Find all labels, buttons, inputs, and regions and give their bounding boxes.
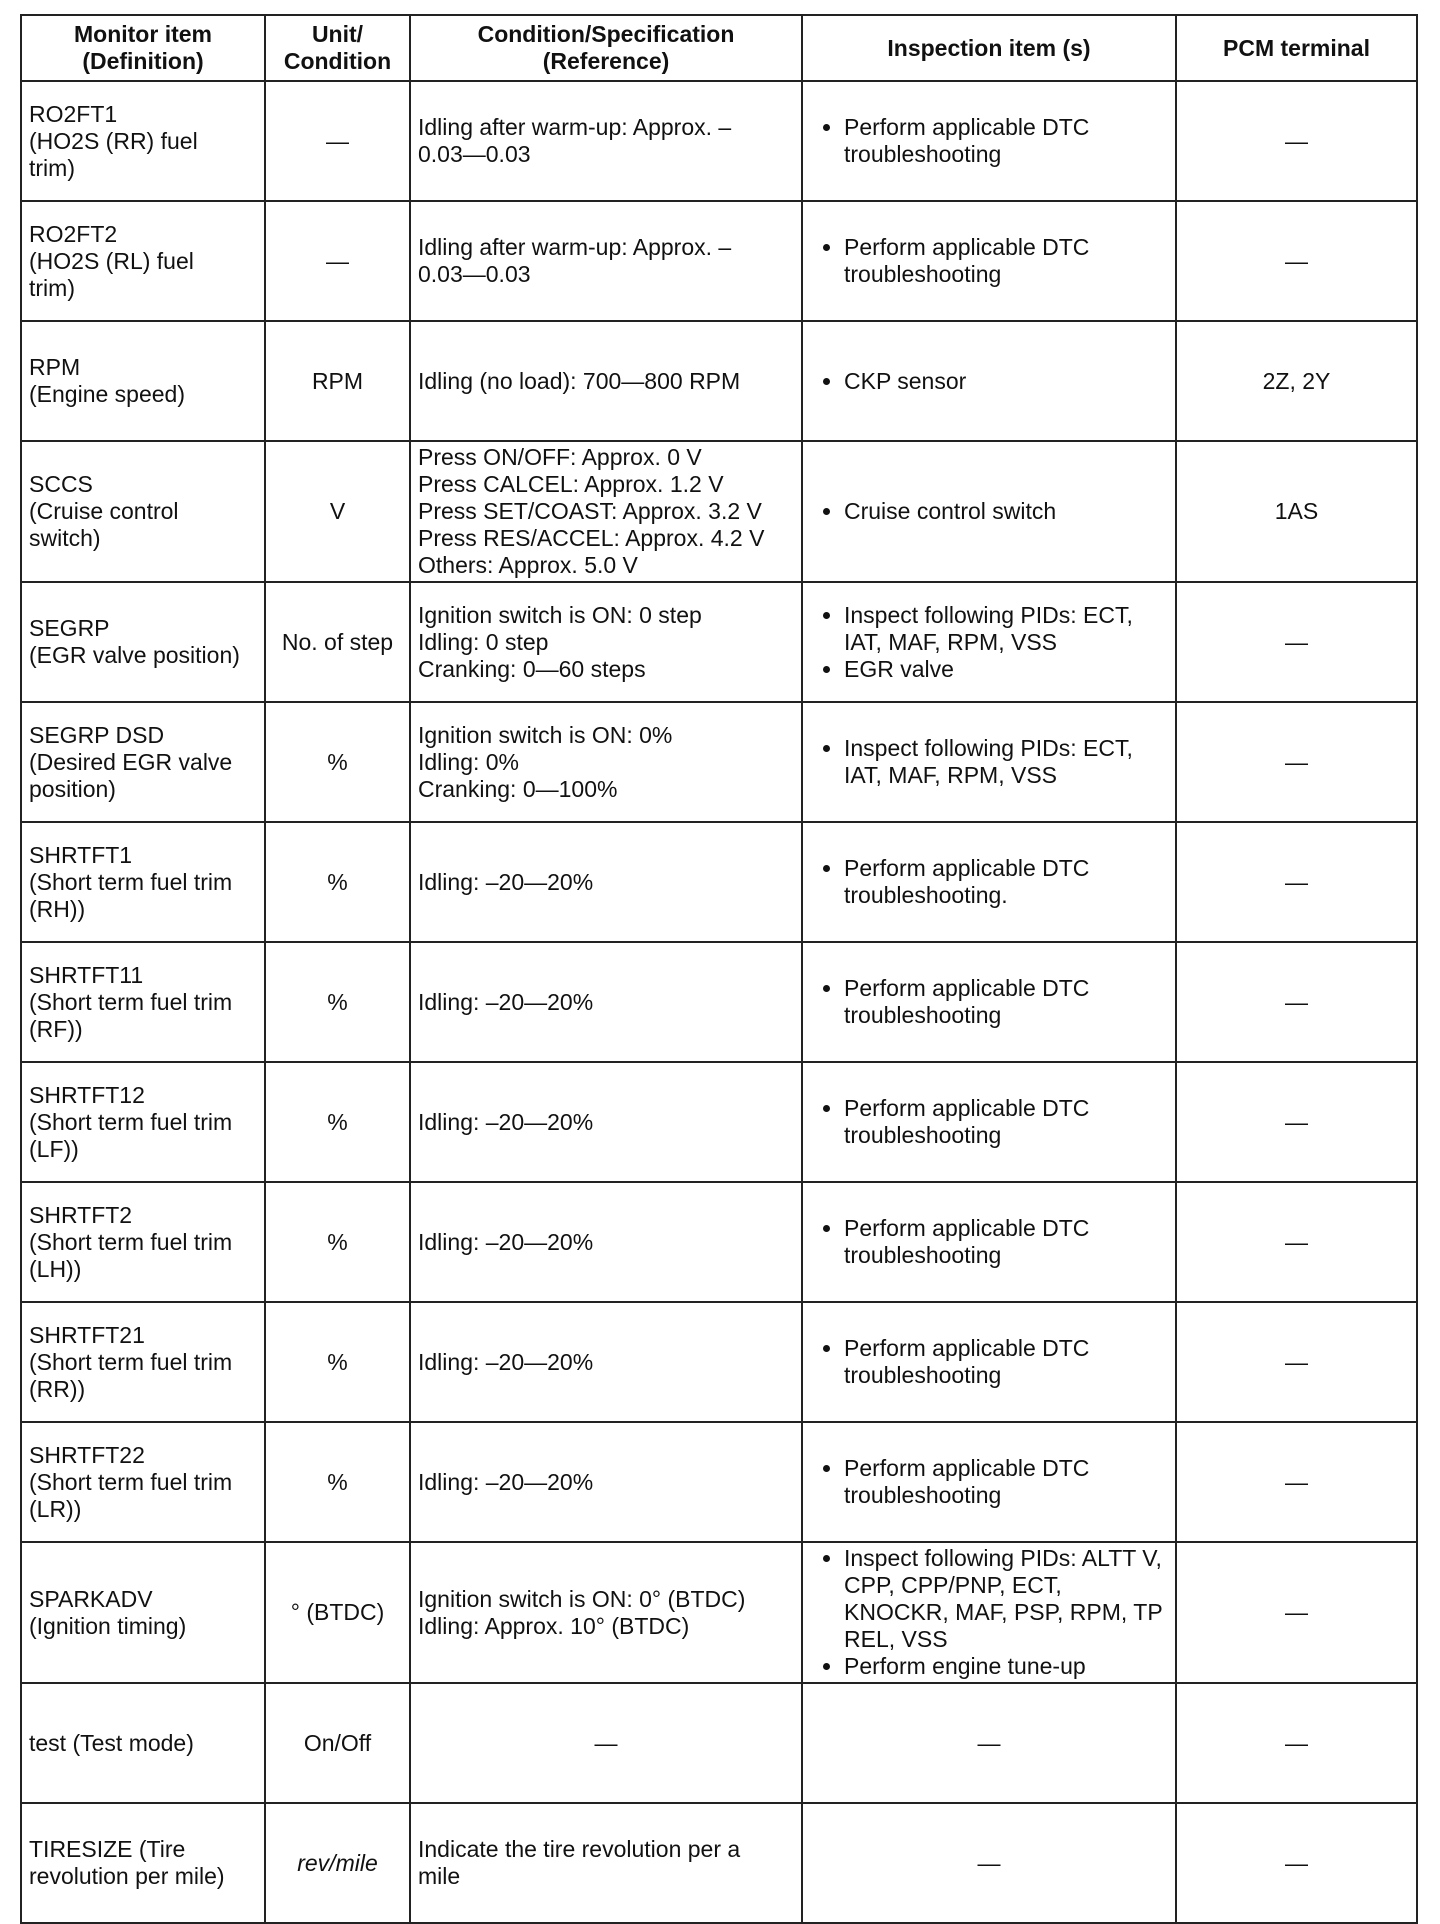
- header-monitor-item: Monitor item (Definition): [21, 15, 265, 81]
- inspection-list: [810, 1335, 1168, 1389]
- inspection-item: • Inspect following PIDs: ALTT V, CPP, CPP/PNP, ECT, KNOCKR, MAF, PSP, RPM, TP REL, VSS: [844, 1545, 1168, 1653]
- inspection-item: • EGR valve: [844, 656, 1168, 683]
- inspection-item: • Perform applicable DTC troubleshooting: [844, 1335, 1168, 1389]
- unit-cell: %: [265, 942, 410, 1062]
- condition-cell: Idling: –20—20%: [410, 822, 802, 942]
- inspection-cell: [802, 201, 1176, 321]
- inspection-list: [810, 234, 1168, 288]
- inspection-cell: [802, 1422, 1176, 1542]
- unit-cell: %: [265, 822, 410, 942]
- unit-cell: —: [265, 81, 410, 201]
- inspection-cell: [802, 81, 1176, 201]
- condition-cell: Idling: –20—20%: [410, 1182, 802, 1302]
- condition-cell: Idling: –20—20%: [410, 942, 802, 1062]
- pcm-terminal-cell: 1AS: [1176, 441, 1417, 582]
- inspection-cell: [802, 1062, 1176, 1182]
- inspection-cell: [802, 321, 1176, 441]
- monitor-item-cell: SEGRP (EGR valve position): [21, 582, 265, 702]
- condition-cell: Ignition switch is ON: 0% Idling: 0% Cranking: 0—100%: [410, 702, 802, 822]
- inspection-item: • Perform applicable DTC troubleshooting: [844, 1455, 1168, 1509]
- monitor-item-cell: test (Test mode): [21, 1683, 265, 1803]
- inspection-cell: [802, 822, 1176, 942]
- condition-cell: Ignition switch is ON: 0 step Idling: 0 step Cranking: 0—60 steps: [410, 582, 802, 702]
- inspection-list: [810, 855, 1168, 909]
- header-unit-condition: Unit/ Condition: [265, 15, 410, 81]
- inspection-item: • Perform engine tune-up: [844, 1653, 1168, 1680]
- pcm-terminal-cell: —: [1176, 1182, 1417, 1302]
- pcm-terminal-cell: —: [1176, 1542, 1417, 1683]
- unit-cell: No. of step: [265, 582, 410, 702]
- condition-cell: Idling after warm-up: Approx. – 0.03—0.03: [410, 81, 802, 201]
- monitor-item-cell: SCCS (Cruise control switch): [21, 441, 265, 582]
- inspection-item: • Perform applicable DTC troubleshooting: [844, 234, 1168, 288]
- inspection-item: • CKP sensor: [844, 368, 1168, 395]
- inspection-list: [810, 1545, 1168, 1680]
- monitor-item-cell: SPARKADV (Ignition timing): [21, 1542, 265, 1683]
- inspection-item: • Perform applicable DTC troubleshooting: [844, 1095, 1168, 1149]
- table-row: [21, 81, 1417, 201]
- table-row: [21, 942, 1417, 1062]
- monitor-item-cell: SHRTFT22 (Short term fuel trim (LR)): [21, 1422, 265, 1542]
- table-row: [21, 1302, 1417, 1422]
- unit-cell: On/Off: [265, 1683, 410, 1803]
- header-condition-specification: Condition/Specification (Reference): [410, 15, 802, 81]
- pcm-terminal-cell: —: [1176, 81, 1417, 201]
- inspection-list: [810, 602, 1168, 683]
- monitor-item-cell: SHRTFT2 (Short term fuel trim (LH)): [21, 1182, 265, 1302]
- table-row: [21, 441, 1417, 582]
- unit-cell: %: [265, 702, 410, 822]
- table-row: [21, 1542, 1417, 1683]
- table-row: [21, 201, 1417, 321]
- condition-cell: Idling (no load): 700—800 RPM: [410, 321, 802, 441]
- monitor-item-table: [20, 14, 1418, 1924]
- monitor-item-cell: TIRESIZE (Tire revolution per mile): [21, 1803, 265, 1923]
- condition-cell: Idling: –20—20%: [410, 1422, 802, 1542]
- inspection-cell: [802, 1302, 1176, 1422]
- table-header-row: [21, 15, 1417, 81]
- unit-cell: %: [265, 1302, 410, 1422]
- inspection-cell: [802, 1182, 1176, 1302]
- inspection-cell: [802, 441, 1176, 582]
- inspection-list: [810, 114, 1168, 168]
- table-row: [21, 1182, 1417, 1302]
- table-row: [21, 1803, 1417, 1923]
- inspection-item: • Cruise control switch: [844, 498, 1168, 525]
- condition-cell: Idling after warm-up: Approx. – 0.03—0.03: [410, 201, 802, 321]
- monitor-item-cell: RO2FT1 (HO2S (RR) fuel trim): [21, 81, 265, 201]
- inspection-list: [810, 975, 1168, 1029]
- unit-cell: %: [265, 1062, 410, 1182]
- condition-cell: Indicate the tire revolution per a mile: [410, 1803, 802, 1923]
- monitor-item-cell: SHRTFT21 (Short term fuel trim (RR)): [21, 1302, 265, 1422]
- condition-cell: Idling: –20—20%: [410, 1062, 802, 1182]
- pcm-terminal-cell: —: [1176, 942, 1417, 1062]
- inspection-item: • Perform applicable DTC troubleshooting.: [844, 855, 1168, 909]
- unit-cell: V: [265, 441, 410, 582]
- table-row: [21, 1683, 1417, 1803]
- inspection-list: [810, 1215, 1168, 1269]
- condition-cell: Press ON/OFF: Approx. 0 V Press CALCEL: Approx. 1.2 V Press SET/COAST: Approx. 3.2 V Press RES/ACCEL: Approx. 4.2 V Others: Approx. 5.0 V: [410, 441, 802, 582]
- table-row: [21, 582, 1417, 702]
- condition-cell: Ignition switch is ON: 0° (BTDC) Idling: Approx. 10° (BTDC): [410, 1542, 802, 1683]
- pcm-terminal-cell: —: [1176, 201, 1417, 321]
- inspection-cell: [802, 942, 1176, 1062]
- inspection-cell: [802, 582, 1176, 702]
- inspection-item: • Perform applicable DTC troubleshooting: [844, 114, 1168, 168]
- monitor-item-cell: RPM (Engine speed): [21, 321, 265, 441]
- inspection-list: [810, 1095, 1168, 1149]
- monitor-item-cell: SHRTFT11 (Short term fuel trim (RF)): [21, 942, 265, 1062]
- table-row: [21, 702, 1417, 822]
- inspection-list: [810, 1455, 1168, 1509]
- pcm-terminal-cell: —: [1176, 1062, 1417, 1182]
- pcm-terminal-cell: —: [1176, 822, 1417, 942]
- unit-cell: ° (BTDC): [265, 1542, 410, 1683]
- inspection-item: • Inspect following PIDs: ECT, IAT, MAF, RPM, VSS: [844, 735, 1168, 789]
- inspection-list: [810, 735, 1168, 789]
- pcm-terminal-cell: —: [1176, 702, 1417, 822]
- pcm-terminal-cell: —: [1176, 1803, 1417, 1923]
- table-row: [21, 822, 1417, 942]
- condition-cell: Idling: –20—20%: [410, 1302, 802, 1422]
- condition-cell: —: [410, 1683, 802, 1803]
- pcm-terminal-cell: —: [1176, 1302, 1417, 1422]
- monitor-item-cell: SHRTFT12 (Short term fuel trim (LF)): [21, 1062, 265, 1182]
- inspection-cell: —: [802, 1683, 1176, 1803]
- monitor-item-cell: SHRTFT1 (Short term fuel trim (RH)): [21, 822, 265, 942]
- pcm-terminal-cell: —: [1176, 1422, 1417, 1542]
- table-row: [21, 321, 1417, 441]
- header-inspection-items: Inspection item (s): [802, 15, 1176, 81]
- monitor-item-cell: RO2FT2 (HO2S (RL) fuel trim): [21, 201, 265, 321]
- table-row: [21, 1062, 1417, 1182]
- inspection-item: • Perform applicable DTC troubleshooting: [844, 975, 1168, 1029]
- inspection-list: [810, 498, 1168, 525]
- pcm-terminal-cell: 2Z, 2Y: [1176, 321, 1417, 441]
- inspection-cell: [802, 702, 1176, 822]
- table-row: [21, 1422, 1417, 1542]
- inspection-item: • Perform applicable DTC troubleshooting: [844, 1215, 1168, 1269]
- unit-cell: %: [265, 1422, 410, 1542]
- unit-cell: —: [265, 201, 410, 321]
- inspection-cell: [802, 1542, 1176, 1683]
- unit-cell: RPM: [265, 321, 410, 441]
- pcm-terminal-cell: —: [1176, 1683, 1417, 1803]
- inspection-item: • Inspect following PIDs: ECT, IAT, MAF, RPM, VSS: [844, 602, 1168, 656]
- pcm-terminal-cell: —: [1176, 582, 1417, 702]
- unit-cell: rev/mile: [265, 1803, 410, 1923]
- inspection-cell: —: [802, 1803, 1176, 1923]
- header-pcm-terminal: PCM terminal: [1176, 15, 1417, 81]
- monitor-item-cell: SEGRP DSD (Desired EGR valve position): [21, 702, 265, 822]
- inspection-list: [810, 368, 1168, 395]
- unit-cell: %: [265, 1182, 410, 1302]
